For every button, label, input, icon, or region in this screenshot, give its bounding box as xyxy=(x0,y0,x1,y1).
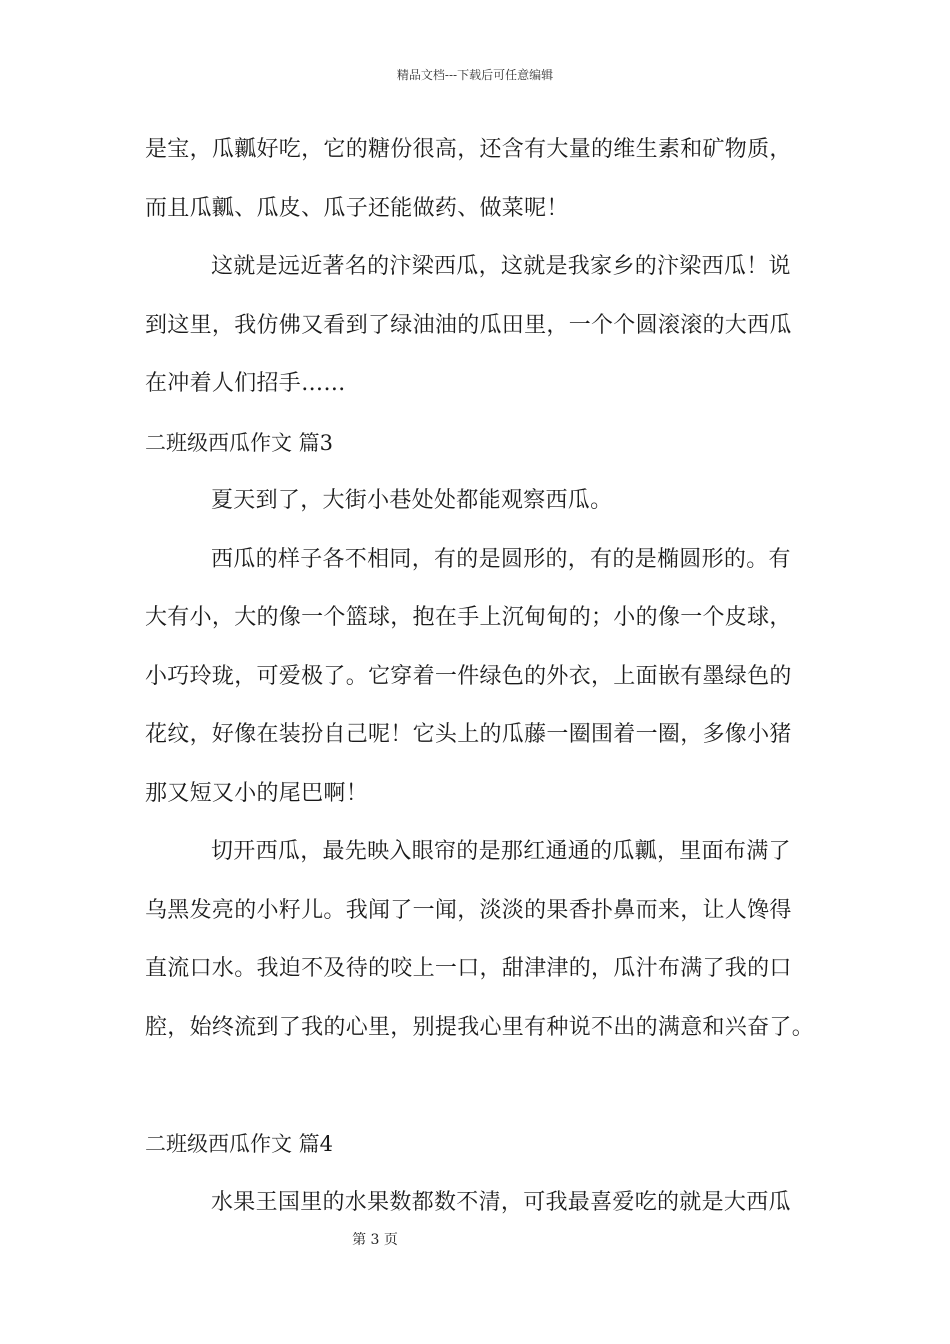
text-line: 那又短又小的尾巴啊！ xyxy=(145,780,369,806)
text-line: 直流口水。我迫不及待的咬上一口，甜津津的，瓜汁布满了我的口 xyxy=(145,956,792,981)
text-line: 到这里，我仿佛又看到了绿油油的瓜田里，一个个圆滚滚的大西瓜 xyxy=(145,312,792,338)
text-line: 西瓜的样子各不相同，有的是圆形的，有的是椭圆形的。有 xyxy=(211,546,791,572)
section-heading-4: 二班级西瓜作文 篇4 xyxy=(145,1132,334,1156)
text-line: 这就是远近著名的汴梁西瓜，这就是我家乡的汴梁西瓜！说 xyxy=(211,254,791,279)
paragraph-4 xyxy=(145,538,825,831)
page-header: 精品文档---下载后可任意编辑 xyxy=(396,68,554,82)
text-line: 水果王国里的水果数都数不清，可我最喜爱吃的就是大西瓜 xyxy=(211,1189,791,1215)
text-line: 乌黑发亮的小籽儿。我闻了一闻，淡淡的果香扑鼻而来，让人馋得 xyxy=(145,897,792,923)
paragraph-2 xyxy=(145,245,825,421)
text-line: 腔，始终流到了我的心里，别提我心里有种说不出的满意和兴奋了。 xyxy=(145,1014,815,1040)
paragraph-1 xyxy=(145,128,825,245)
text-line: 大有小，大的像一个篮球，抱在手上沉甸甸的；小的像一个皮球， xyxy=(145,605,792,630)
text-line: 切开西瓜，最先映入眼帘的是那红通通的瓜瓤，里面布满了 xyxy=(211,839,791,864)
text-line: 花纹，好像在装扮自己呢！它头上的瓜藤一圈围着一圈，多像小猪 xyxy=(145,722,792,747)
paragraph-3 xyxy=(145,479,825,538)
page-number: 第 3 页 xyxy=(352,1232,398,1248)
text-line: 而且瓜瓤、瓜皮、瓜子还能做药、做菜呢！ xyxy=(145,195,569,221)
text-line: 是宝，瓜瓤好吃，它的糖份很高，还含有大量的维生素和矿物质， xyxy=(145,137,792,162)
paragraph-5 xyxy=(145,830,825,1064)
document-body xyxy=(145,128,825,1239)
text-line: 夏天到了，大街小巷处处都能观察西瓜。 xyxy=(211,488,613,513)
section-heading-3: 二班级西瓜作文 篇3 xyxy=(145,430,334,455)
text-line: 小巧玲珑，可爱极了。它穿着一件绿色的外衣，上面嵌有墨绿色的 xyxy=(145,663,792,689)
text-line: 在冲着人们招手…… xyxy=(145,371,346,396)
blank-line xyxy=(145,1064,825,1122)
